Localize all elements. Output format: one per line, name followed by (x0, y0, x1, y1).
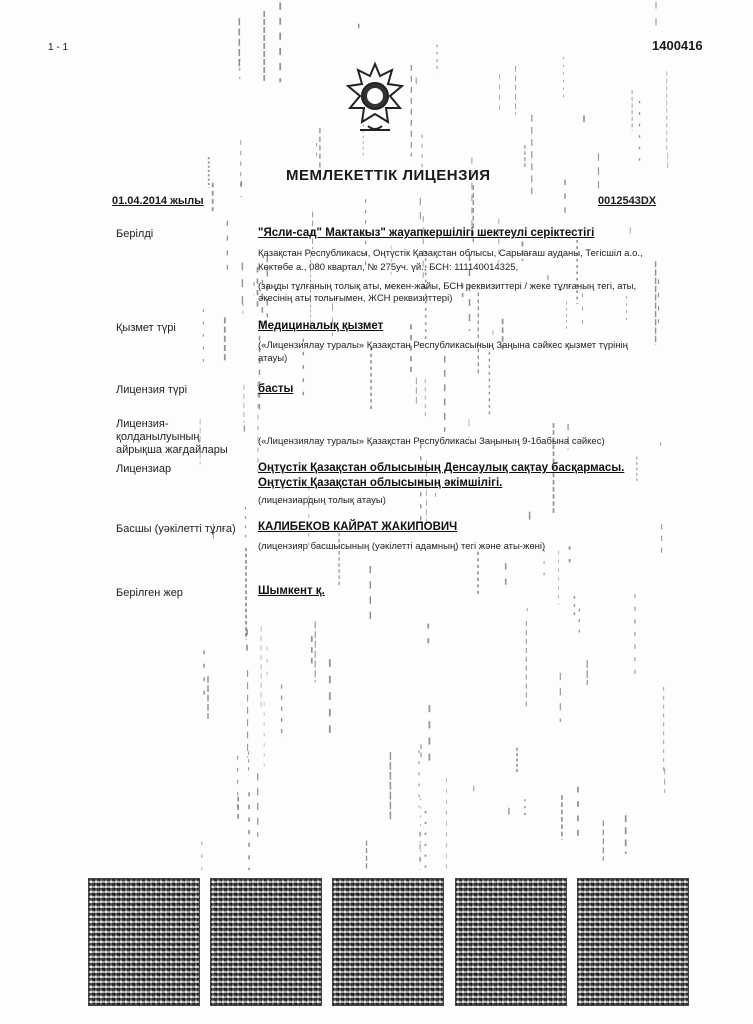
qr-code-4 (455, 878, 567, 1006)
qr-code-2 (210, 878, 322, 1006)
service-type-value: Медициналық қызмет (258, 320, 384, 332)
service-type-note-2: атауы) (258, 353, 288, 364)
qr-code-5 (577, 878, 689, 1006)
conditions-note: («Лицензиялау туралы» Қазақстан Республикасы Заңының 9-1бабына сәйкес) (258, 436, 605, 447)
issued-to-address-1: Қазақстан Республикасы, Оңтүстік Қазақстан облысы, Сарыағаш ауданы, Тегісшіл а.о., (258, 248, 643, 259)
document-title: МЕМЛЕКЕТТІК ЛИЦЕНЗИЯ (286, 167, 491, 184)
license-number: 0012543DX (598, 195, 657, 207)
licensor-value-1: Оңтүстік Қазақстан облысының Денсаулық сақтау басқармасы. (258, 462, 625, 474)
qr-code-3 (332, 878, 444, 1006)
issued-to-address-2: Көктөбе а., 080 квартал, № 275уч. үй., БСН: 111140014325, (258, 262, 519, 273)
licensor-value-2: Оңтүстік Қазақстан облысының әкімшілігі. (258, 477, 503, 489)
state-emblem (340, 56, 410, 136)
licensor-note: (лицензиардың толық атауы) (258, 495, 386, 506)
place-value: Шымкент қ. (258, 585, 325, 597)
issued-to-note-2: әкесінің аты толығымен, ЖСН реквизиттері) (258, 293, 453, 304)
head-note: (лицензияр басшысының (уәкілетті адамның) тегі және аты-жөні) (258, 541, 546, 552)
license-type-label: Лицензия түрі (116, 384, 188, 396)
licensor-label: Лицензиар (116, 463, 172, 475)
head-label: Басшы (уәкілетті тұлға) (116, 523, 236, 535)
page-marker: 1 - 1 (48, 42, 69, 53)
head-value: КАЛИБЕКОВ КАЙРАТ ЖАКИПОВИЧ (258, 521, 458, 533)
license-type-value: басты (258, 383, 294, 395)
service-type-note-1: («Лицензиялау туралы» Қазақстан Республикасының Заңына сәйкес қызмет түрінің (258, 340, 628, 351)
conditions-label-3: айрықша жағдайлары (116, 444, 228, 456)
issued-to-note-1: (заңды тұлғаның толық аты, мекен-жайы, БСН реквизиттері / жеке тұлғаның тегі, аты, (258, 281, 637, 292)
service-type-label: Қызмет түрі (116, 322, 176, 334)
issue-date: 01.04.2014 жылы (112, 195, 204, 207)
conditions-label-1: Лицензия- (116, 418, 169, 430)
issued-to-value: "Ясли-сад" Мактакыз" жауапкершілігі шектеулі серіктестігі (258, 227, 595, 239)
issued-to-label: Берілді (116, 228, 154, 240)
place-label: Берілген жер (116, 587, 183, 599)
top-right-number: 1400416 (652, 38, 703, 53)
conditions-label-2: қолданылуының (116, 431, 200, 443)
qr-code-1 (88, 878, 200, 1006)
